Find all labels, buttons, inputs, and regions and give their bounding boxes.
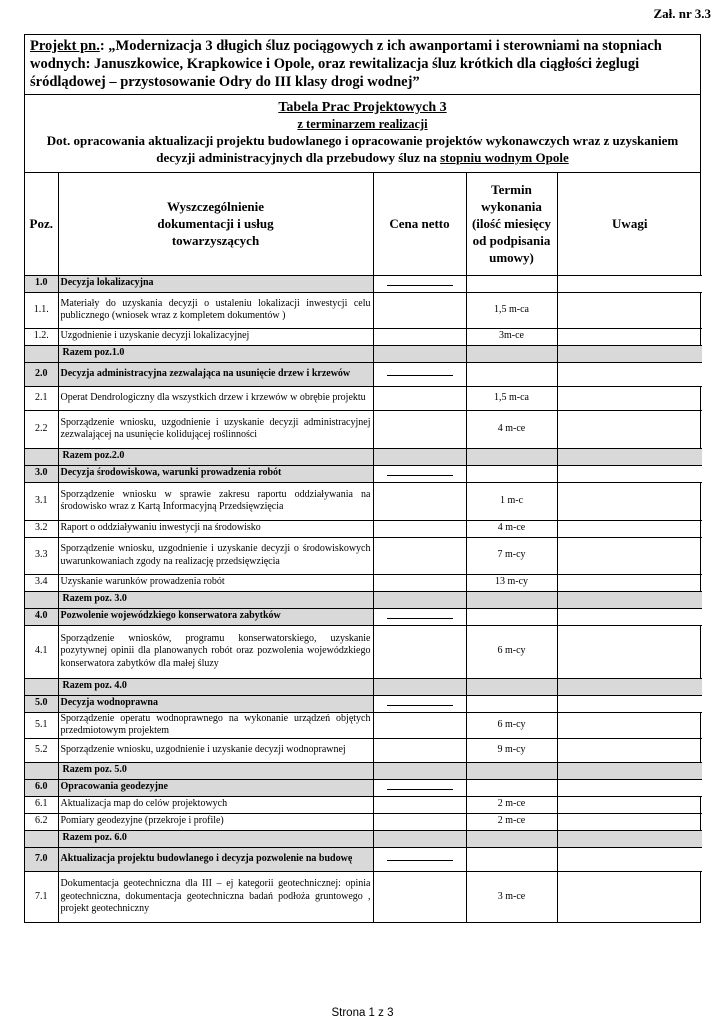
header-row bbox=[25, 173, 702, 275]
row-description: Pomiary geodezyjne (przekroje i profile) bbox=[58, 813, 373, 830]
deadline-cell: 1 m-c bbox=[466, 482, 557, 520]
deadline-cell: 7 m-cy bbox=[466, 537, 557, 574]
remarks-cell bbox=[557, 762, 702, 779]
row-description: Sporządzenie wniosku w sprawie zakresu raportu oddziaływania na środowisko wraz z Kartą Informacyjną Przedsięwzięcia bbox=[58, 482, 373, 520]
row-description: Uzyskanie warunków prowadzenia robót bbox=[58, 574, 373, 591]
table-row bbox=[25, 796, 702, 813]
row-number bbox=[25, 591, 58, 608]
price-cell bbox=[373, 465, 466, 482]
remarks-cell bbox=[557, 678, 702, 695]
project-header bbox=[25, 35, 700, 95]
remarks-cell bbox=[557, 345, 702, 362]
price-cell bbox=[373, 678, 466, 695]
section-row bbox=[25, 695, 702, 712]
subtotal-row bbox=[25, 762, 702, 779]
table-row bbox=[25, 386, 702, 410]
deadline-cell: 2 m-ce bbox=[466, 796, 557, 813]
table-row bbox=[25, 482, 702, 520]
deadline-cell bbox=[466, 779, 557, 796]
price-cell bbox=[373, 345, 466, 362]
header-price: Cena netto bbox=[373, 173, 466, 275]
deadline-cell: 9 m-cy bbox=[466, 738, 557, 762]
works-table bbox=[25, 173, 702, 922]
price-cell bbox=[373, 871, 466, 922]
row-number: 3.0 bbox=[25, 465, 58, 482]
price-cell bbox=[373, 762, 466, 779]
row-number: 3.2 bbox=[25, 520, 58, 537]
price-cell bbox=[373, 695, 466, 712]
project-label: Projekt pn. bbox=[30, 38, 100, 54]
document-frame bbox=[24, 34, 701, 923]
deadline-cell: 13 m-cy bbox=[466, 574, 557, 591]
section-title: Opracowania geodezyjne bbox=[58, 779, 373, 796]
subtotal-label: Razem poz. 3.0 bbox=[58, 591, 373, 608]
price-cell bbox=[373, 591, 466, 608]
remarks-cell bbox=[557, 275, 702, 292]
table-heading bbox=[25, 95, 700, 173]
row-number bbox=[25, 678, 58, 695]
header-description: Wyszczególnienie dokumentacji i usług towarzyszących bbox=[58, 173, 373, 275]
section-title: Pozwolenie wojewódzkiego konserwatora zabytków bbox=[58, 608, 373, 625]
row-description: Dokumentacja geotechniczna dla III – ej kategorii geotechnicznej: opinia geotechniczna, dokumentacja geotechniczna badań podłoża gruntowego , projekt geotechniczny bbox=[58, 871, 373, 922]
subtotal-label: Razem poz. 5.0 bbox=[58, 762, 373, 779]
price-cell bbox=[373, 847, 466, 871]
price-cell bbox=[373, 410, 466, 448]
row-number: 2.2 bbox=[25, 410, 58, 448]
row-description: Sporządzenie operatu wodnoprawnego na wykonanie urządzeń objętych przedmiotowym projektem bbox=[58, 712, 373, 738]
remarks-cell bbox=[557, 871, 702, 922]
deadline-cell bbox=[466, 762, 557, 779]
table-body bbox=[25, 275, 702, 922]
subtotal-label: Razem poz.2.0 bbox=[58, 448, 373, 465]
row-number: 5.2 bbox=[25, 738, 58, 762]
row-number: 3.3 bbox=[25, 537, 58, 574]
table-row bbox=[25, 712, 702, 738]
remarks-cell bbox=[557, 847, 702, 871]
price-cell bbox=[373, 796, 466, 813]
deadline-cell bbox=[466, 362, 557, 386]
row-description: Raport o oddziaływaniu inwestycji na środowisko bbox=[58, 520, 373, 537]
price-cell bbox=[373, 292, 466, 328]
price-blank-line bbox=[387, 280, 453, 286]
deadline-cell bbox=[466, 695, 557, 712]
row-number: 3.1 bbox=[25, 482, 58, 520]
row-description: Operat Dendrologiczny dla wszystkich drzew i krzewów w obrębie projektu bbox=[58, 386, 373, 410]
row-number: 6.2 bbox=[25, 813, 58, 830]
table-description bbox=[29, 132, 696, 166]
table-row bbox=[25, 738, 702, 762]
row-number: 1.0 bbox=[25, 275, 58, 292]
price-blank-line bbox=[387, 855, 453, 861]
price-cell bbox=[373, 520, 466, 537]
section-row bbox=[25, 608, 702, 625]
table-row bbox=[25, 871, 702, 922]
price-blank-line bbox=[387, 370, 453, 376]
table-row bbox=[25, 537, 702, 574]
deadline-cell: 2 m-ce bbox=[466, 813, 557, 830]
row-description: Sporządzenie wniosków, programu konserwatorskiego, uzyskanie pozytywnej opinii dla planowanych robót oraz pozwolenia wojewódzkiego konserwatora zabytków dla małej śluzy bbox=[58, 625, 373, 678]
remarks-cell bbox=[557, 695, 702, 712]
row-number: 7.1 bbox=[25, 871, 58, 922]
price-blank-line bbox=[387, 470, 453, 476]
section-title: Decyzja środowiskowa, warunki prowadzenia robót bbox=[58, 465, 373, 482]
deadline-cell: 3 m-ce bbox=[466, 871, 557, 922]
row-number: 4.1 bbox=[25, 625, 58, 678]
remarks-cell bbox=[557, 537, 702, 574]
row-number: 5.1 bbox=[25, 712, 58, 738]
deadline-cell bbox=[466, 345, 557, 362]
price-cell bbox=[373, 482, 466, 520]
section-row bbox=[25, 847, 702, 871]
remarks-cell bbox=[557, 591, 702, 608]
price-cell bbox=[373, 813, 466, 830]
subtotal-label: Razem poz.1.0 bbox=[58, 345, 373, 362]
row-number: 6.1 bbox=[25, 796, 58, 813]
remarks-cell bbox=[557, 574, 702, 591]
row-description: Aktualizacja map do celów projektowych bbox=[58, 796, 373, 813]
price-cell bbox=[373, 608, 466, 625]
price-cell bbox=[373, 275, 466, 292]
header-deadline: Termin wykonania (ilość miesięcy od podpisania umowy) bbox=[466, 173, 557, 275]
price-blank-line bbox=[387, 613, 453, 619]
description-location: stopniu wodnym Opole bbox=[440, 150, 569, 165]
subtotal-row bbox=[25, 345, 702, 362]
table-row bbox=[25, 292, 702, 328]
section-row bbox=[25, 362, 702, 386]
section-row bbox=[25, 275, 702, 292]
subtotal-label: Razem poz. 6.0 bbox=[58, 830, 373, 847]
price-cell bbox=[373, 574, 466, 591]
table-row bbox=[25, 328, 702, 345]
price-blank-line bbox=[387, 784, 453, 790]
deadline-cell bbox=[466, 465, 557, 482]
remarks-cell bbox=[557, 712, 702, 738]
remarks-cell bbox=[557, 779, 702, 796]
price-cell bbox=[373, 386, 466, 410]
row-number: 1.1. bbox=[25, 292, 58, 328]
price-cell bbox=[373, 712, 466, 738]
price-cell bbox=[373, 537, 466, 574]
description-text: Dot. opracowania aktualizacji projektu budowlanego i opracowanie projektów wykonawczych wraz z uzyskaniem decyzji administracyjnych dla przebudowy śluz na bbox=[46, 133, 679, 165]
section-title: Decyzja wodnoprawna bbox=[58, 695, 373, 712]
section-title: Decyzja administracyjna zezwalająca na usunięcie drzew i krzewów bbox=[58, 362, 373, 386]
table-title: Tabela Prac Projektowych 3 bbox=[278, 100, 447, 115]
subtotal-row bbox=[25, 678, 702, 695]
section-row bbox=[25, 465, 702, 482]
remarks-cell bbox=[557, 362, 702, 386]
table-row bbox=[25, 520, 702, 537]
deadline-cell bbox=[466, 678, 557, 695]
row-number: 1.2. bbox=[25, 328, 58, 345]
price-cell bbox=[373, 738, 466, 762]
remarks-cell bbox=[557, 813, 702, 830]
remarks-cell bbox=[557, 292, 702, 328]
remarks-cell bbox=[557, 608, 702, 625]
subtotal-label: Razem poz. 4.0 bbox=[58, 678, 373, 695]
price-cell bbox=[373, 830, 466, 847]
remarks-cell bbox=[557, 386, 702, 410]
row-number: 3.4 bbox=[25, 574, 58, 591]
row-number: 7.0 bbox=[25, 847, 58, 871]
remarks-cell bbox=[557, 328, 702, 345]
row-description: Materiały do uzyskania decyzji o ustaleniu lokalizacji inwestycji celu publicznego (wniosek wraz z kompletem dokumentów ) bbox=[58, 292, 373, 328]
header-remarks: Uwagi bbox=[557, 173, 702, 275]
deadline-cell bbox=[466, 591, 557, 608]
remarks-cell bbox=[557, 448, 702, 465]
row-description: Uzgodnienie i uzyskanie decyzji lokalizacyjnej bbox=[58, 328, 373, 345]
deadline-cell: 3m-ce bbox=[466, 328, 557, 345]
row-number bbox=[25, 345, 58, 362]
header-poz: Poz. bbox=[25, 173, 58, 275]
subtotal-row bbox=[25, 448, 702, 465]
table-row bbox=[25, 410, 702, 448]
table-row bbox=[25, 625, 702, 678]
deadline-cell: 4 m-ce bbox=[466, 410, 557, 448]
subtotal-row bbox=[25, 830, 702, 847]
price-cell bbox=[373, 448, 466, 465]
deadline-cell: 6 m-cy bbox=[466, 625, 557, 678]
remarks-cell bbox=[557, 465, 702, 482]
remarks-cell bbox=[557, 520, 702, 537]
table-row bbox=[25, 574, 702, 591]
row-number: 6.0 bbox=[25, 779, 58, 796]
page-footer: Strona 1 z 3 bbox=[331, 1007, 394, 1019]
remarks-cell bbox=[557, 830, 702, 847]
row-number: 2.0 bbox=[25, 362, 58, 386]
table-subtitle: z terminarzem realizacji bbox=[297, 117, 428, 131]
deadline-cell: 1,5 m-ca bbox=[466, 292, 557, 328]
project-title: : „Modernizacja 3 długich śluz pociągowych z ich awanportami i sterowniami na stopniach wodnych: Januszkowice, Krapkowice i Opole, oraz rewitalizacja śluz krótkich dla ciągłości żeglugi śródlądowej – przystosowanie Odry do III klasy drogi wodnej” bbox=[30, 38, 662, 90]
row-number: 2.1 bbox=[25, 386, 58, 410]
remarks-cell bbox=[557, 796, 702, 813]
deadline-cell: 4 m-ce bbox=[466, 520, 557, 537]
row-number bbox=[25, 448, 58, 465]
price-cell bbox=[373, 779, 466, 796]
remarks-cell bbox=[557, 738, 702, 762]
row-description: Sporządzenie wniosku, uzgodnienie i uzyskanie decyzji o środowiskowych uwarunkowaniach zgody na realizację przedsięwzięcia bbox=[58, 537, 373, 574]
price-cell bbox=[373, 362, 466, 386]
deadline-cell bbox=[466, 275, 557, 292]
deadline-cell bbox=[466, 448, 557, 465]
price-cell bbox=[373, 625, 466, 678]
section-title: Aktualizacja projektu budowlanego i decyzja pozwolenie na budowę bbox=[58, 847, 373, 871]
row-description: Sporządzenie wniosku, uzgodnienie i uzyskanie decyzji administracyjnej zezwalającej na usunięcie kolidującej roślinności bbox=[58, 410, 373, 448]
remarks-cell bbox=[557, 482, 702, 520]
deadline-cell bbox=[466, 847, 557, 871]
row-number bbox=[25, 762, 58, 779]
table-row bbox=[25, 813, 702, 830]
deadline-cell bbox=[466, 608, 557, 625]
row-description: Sporządzenie wniosku, uzgodnienie i uzyskanie decyzji wodnoprawnej bbox=[58, 738, 373, 762]
row-number bbox=[25, 830, 58, 847]
deadline-cell: 6 m-cy bbox=[466, 712, 557, 738]
deadline-cell: 1,5 m-ca bbox=[466, 386, 557, 410]
row-number: 4.0 bbox=[25, 608, 58, 625]
price-cell bbox=[373, 328, 466, 345]
section-row bbox=[25, 779, 702, 796]
remarks-cell bbox=[557, 625, 702, 678]
attachment-number: Zał. nr 3.3 bbox=[653, 6, 711, 21]
row-number: 5.0 bbox=[25, 695, 58, 712]
remarks-cell bbox=[557, 410, 702, 448]
deadline-cell bbox=[466, 830, 557, 847]
subtotal-row bbox=[25, 591, 702, 608]
section-title: Decyzja lokalizacyjna bbox=[58, 275, 373, 292]
price-blank-line bbox=[387, 700, 453, 706]
